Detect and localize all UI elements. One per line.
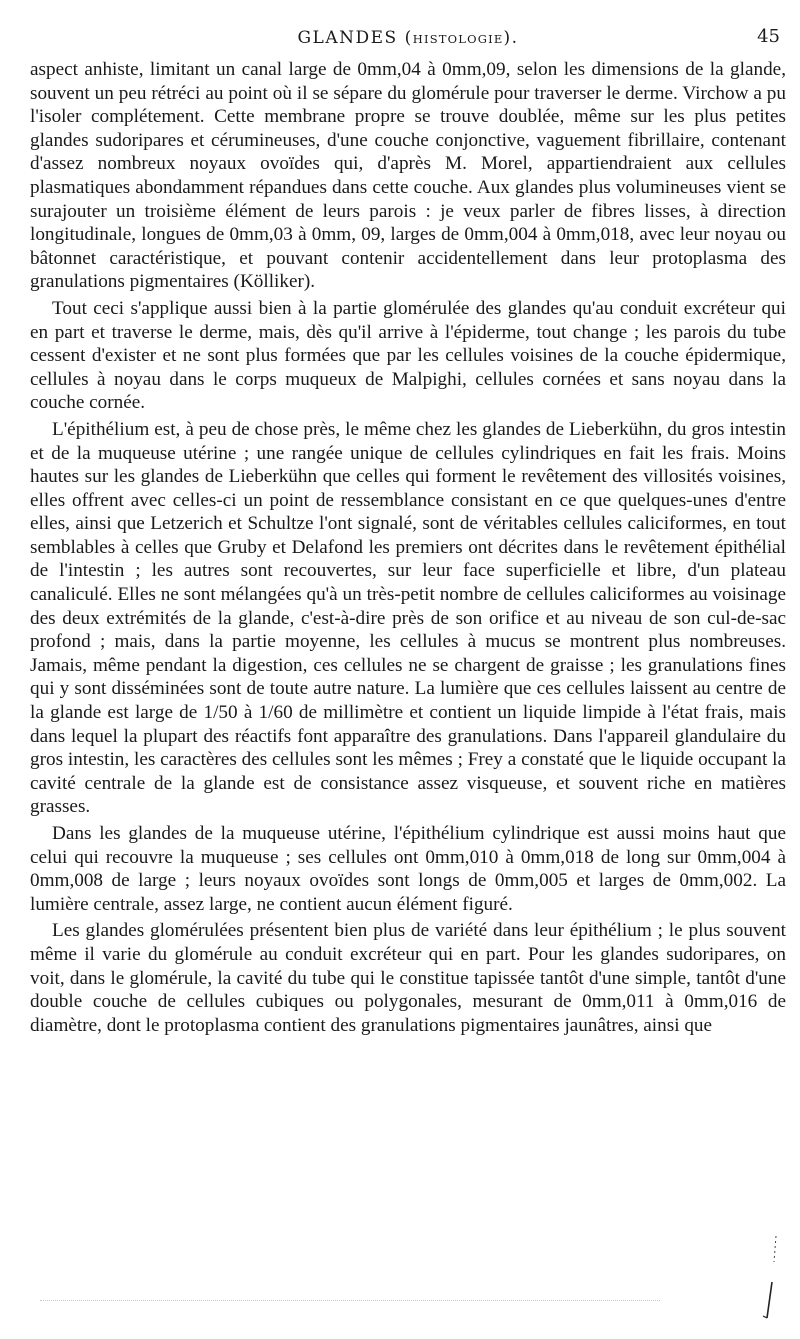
paragraph-4: Dans les glandes de la muqueuse utérine, l'épithélium cylindrique est aussi moins haut que celui qui recouvre la muqueuse ; ses cellules ont 0mm,010 à 0mm,018 de long sur 0mm,004 à 0mm,008 de large ; leurs noyaux ovoïdes sont longs de 0mm,005 et larges de 0mm,002. La lumière centrale, assez large, ne contient aucun élément figuré.: [30, 823, 786, 915]
paragraph-5: Les glandes glomérulées présentent bien plus de variété dans leur épithélium ; le plus souvent même il varie du glomérule au conduit excréteur qui en part. Pour les glandes sudoripares, on voit, dans le glomérule, la cavité du tube qui le constitue tapissée tantôt d'une simple, tantôt d'une double couche de cellules cubiques ou polygonales, mesurant de 0mm,011 à 0mm,016 de diamètre, dont le protoplasma contient des granulations pigmentaires jaunâtres, ainsi que: [30, 920, 786, 1036]
page-number: 45: [757, 26, 780, 47]
page: [30, 22, 786, 1037]
running-title: [30, 28, 786, 48]
running-title-sub: HISTOLOGIE: [412, 32, 504, 46]
paragraph-1: aspect anhiste, limitant un canal large de 0mm,04 à 0mm,09, selon les dimensions de la glande, souvent un peu rétréci au point où il se sépare du glomérule pour traverser le derme. Virchow a pu l'isoler complétement. Cette membrane propre se trouve doublée, même sur les plus petites glandes sudoripares et cérumineuses, d'une couche conjonctive, vaguement fibrillaire, contenant d'assez nombreux noyaux ovoïdes qui, d'après M. Morel, appartiendraient aux cellules plasmatiques abondamment répandues dans cette couche. Aux glandes plus volumineuses vient se surajouter un troisième élément de leurs parois : je veux parler de fibres lisses, à direction longitudinale, longues de 0mm,03 à 0mm, 09, larges de 0mm,004 à 0mm,018, avec leur noyau ou bâtonnet caractéristique, et pouvant contenir accidentellement dans leur protoplasma des granulations pigmentaires (Kölliker).: [30, 59, 786, 293]
paragraph-3: L'épithélium est, à peu de chose près, le même chez les glandes de Lieberkühn, du gros intestin et de la muqueuse utérine ; une rangée unique de cellules cylindriques en fait les frais. Moins hautes sur les glandes de Lieberkühn que celles qui forment le revêtement des villosités voisines, elles offrent avec celles-ci un point de ressemblance consistant en ce que quelques-unes d'entre elles, ainsi que Letzerich et Schultze l'ont signalé, sont de véritables cellules caliciformes, en tout semblables à celles que Gruby et Delafond les premiers ont décrites dans le revêtement épithélial de l'intestin ; les autres sont recouvertes, sur leur face superficielle et libre, d'un plateau canaliculé. Elles ne sont mélangées qu'à un très-petit nombre de cellules caliciformes au voisinage des deux extrémités de la glande, c'est-à-dire près de son orifice et au niveau de son cul-de-sac profond ; mais, dans la partie moyenne, les cellules à mucus se montrent plus nombreuses. Jamais, même pendant la digestion, ces cellules ne se chargent de graisse ; les granulations fines qui y sont disséminées sont de toute autre nature. La lumière que ces cellules laissent au centre de la glande est large de 1/50 à 1/60 de millimètre et contient un liquide limpide à l'état frais, mais dans lequel la plupart des réactifs font apparaître des granulations. Dans l'appareil glandulaire du gros intestin, les caractères des cellules sont les mêmes ; Frey a constaté que le liquide occupant la cavité centrale de la glande est de consistance assez visqueuse, et souvent riche en matières grasses.: [30, 418, 786, 818]
paragraph-2: Tout ceci s'applique aussi bien à la partie glomérulée des glandes qu'au conduit excréteur qui en part et traverse le derme, mais, dès qu'il arrive à l'épiderme, tout change ; les parois du tube cessent d'exister et ne sont plus formées que par les cellules voisines de la couche épidermique, cellules à noyau dans le corps muqueux de Malpighi, cellules cornées et sans noyau dans la couche cornée.: [30, 297, 786, 414]
page-header: [30, 22, 786, 58]
running-title-close: ).: [503, 28, 519, 48]
scan-artifact-line: [40, 1300, 660, 1303]
running-title-open: (: [404, 28, 413, 48]
running-title-main: GLANDES: [297, 28, 398, 48]
margin-pencil-mark: [754, 1232, 794, 1322]
body-text: [30, 58, 786, 1037]
